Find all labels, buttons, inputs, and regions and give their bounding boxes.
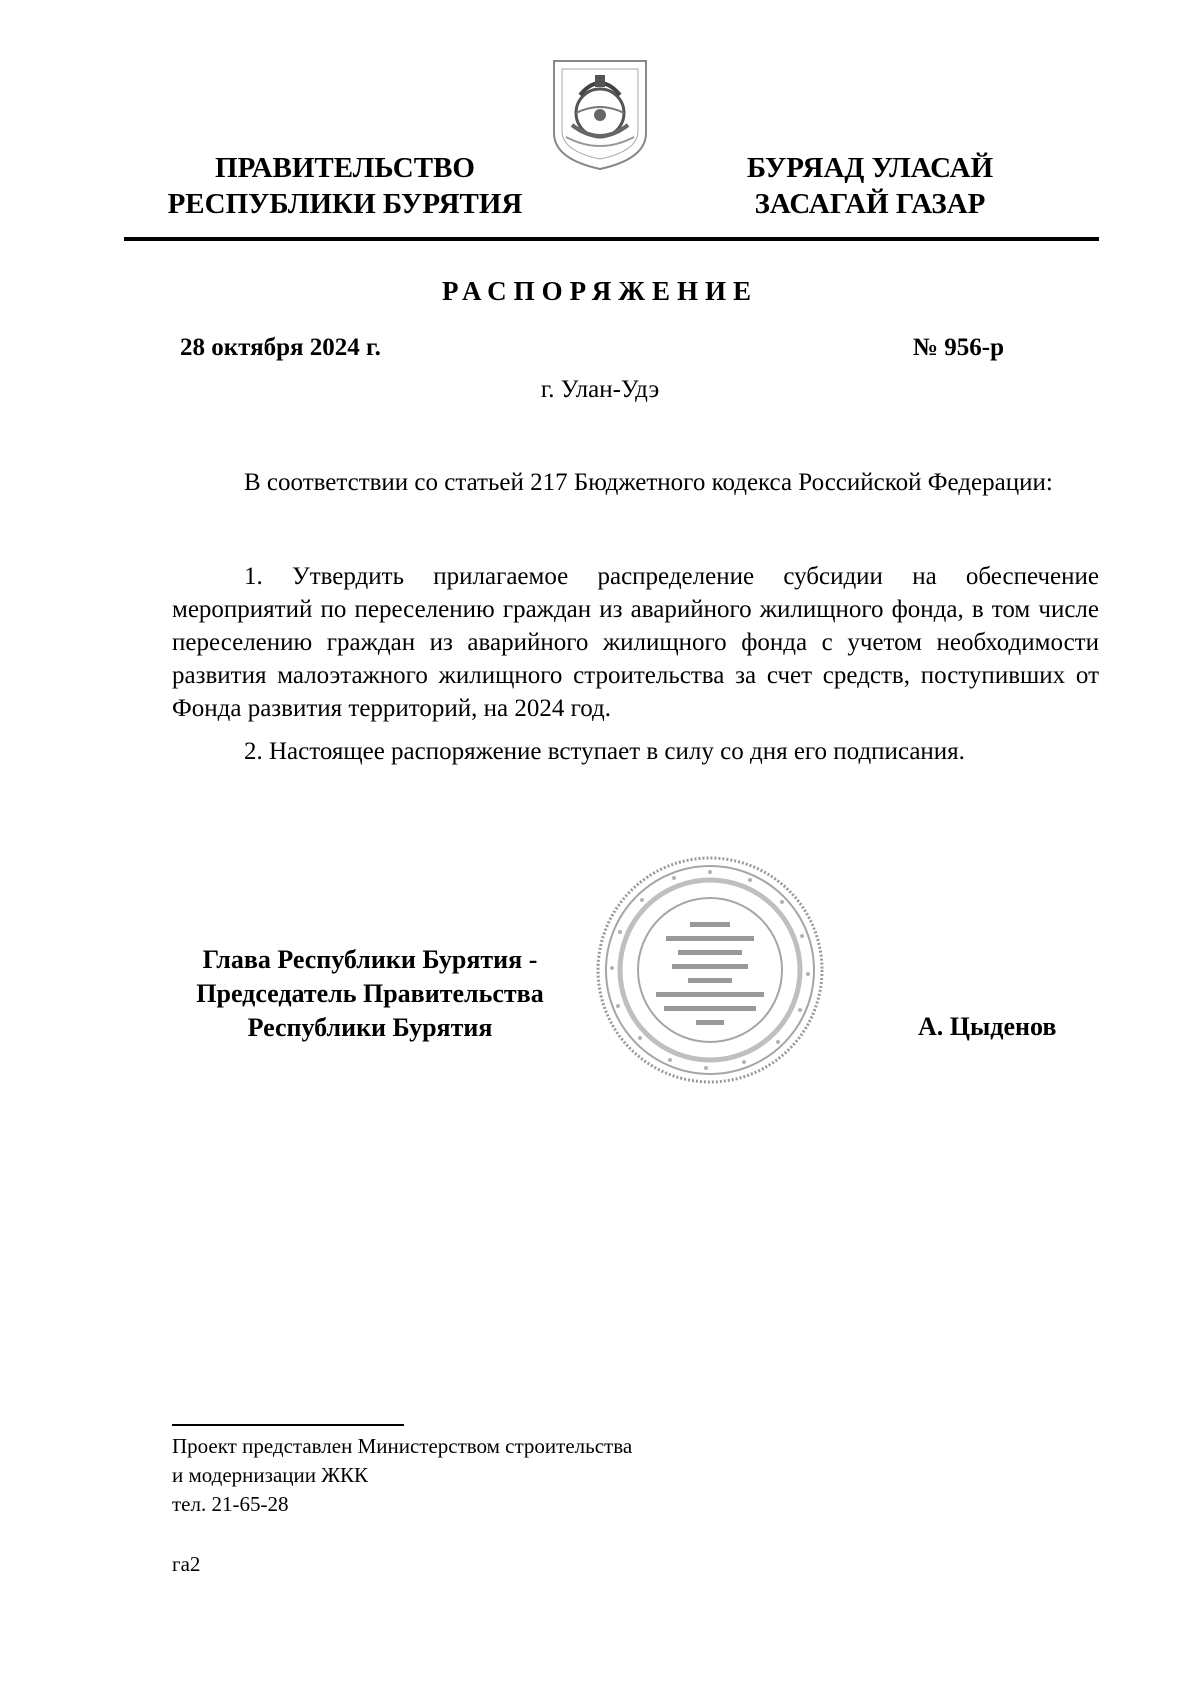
signer-position-line3: Республики Бурятия — [247, 1013, 493, 1042]
signer-position — [160, 943, 580, 1045]
government-name-buryat — [690, 150, 1050, 222]
header-divider — [124, 237, 1099, 241]
intro-paragraph: В соответствии со статьей 217 Бюджетного кодекса Российской Федерации: — [244, 469, 1053, 496]
footnote-line1: Проект представлен Министерством строительства — [172, 1434, 633, 1458]
government-name-russian — [150, 150, 540, 222]
signer-name: А. Цыденов — [918, 1012, 1057, 1041]
document-number: № 956-р — [912, 334, 1004, 361]
header-right-line2: ЗАСАГАЙ ГАЗАР — [754, 188, 986, 220]
footnote-phone: тел. 21-65-28 — [172, 1492, 289, 1516]
signer-position-line1: Глава Республики Бурятия - — [202, 945, 538, 974]
header-left-line2: РЕСПУБЛИКИ БУРЯТИЯ — [167, 188, 523, 220]
item-1-paragraph: 1. Утвердить прилагаемое распределение субсидии на обеспечение мероприятий по переселению граждан из аварийного жилищного фонда, в том числе переселению граждан из аварийного жилищного фонда с учетом необходимости развития малоэтажного жилищного строительства за счет средств, поступивших от Фонда развития территорий, на 2024 год. — [172, 563, 1099, 722]
footnote — [172, 1432, 632, 1519]
coat-of-arms-icon — [548, 55, 652, 173]
header-right-line1: БУРЯАД УЛАСАЙ — [746, 152, 994, 184]
signer-position-line2: Председатель Правительства — [196, 979, 544, 1008]
item-2-paragraph: 2. Настоящее распоряжение вступает в силу со дня его подписания. — [244, 738, 965, 765]
document-title: РАСПОРЯЖЕНИЕ — [441, 276, 759, 306]
footnote-divider — [172, 1424, 404, 1426]
document-city: г. Улан-Удэ — [540, 376, 660, 403]
document-date: 28 октября 2024 г. — [180, 334, 381, 361]
footnote-line2: и модернизации ЖКК — [172, 1463, 369, 1487]
document-code: га2 — [172, 1552, 201, 1576]
header-left-line1: ПРАВИТЕЛЬСТВО — [215, 152, 475, 184]
official-stamp — [590, 850, 830, 1090]
